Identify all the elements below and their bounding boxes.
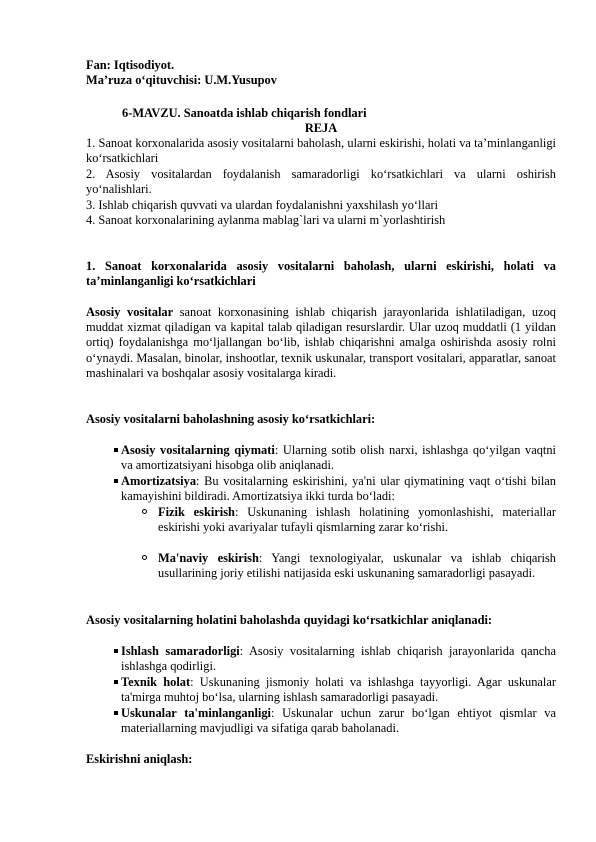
- list-item-text: [121, 675, 556, 705]
- list-item-desc: : Uskunaning jismoniy holati va ishlashga tayyorligi. Agar uskunalar ta'mirga muhtoj bo‘lsa, ularning ishlash samaradorligi pasayadi.: [121, 675, 556, 705]
- list-item-text: [121, 443, 556, 473]
- wear-heading: Eskirishni aniqlash:: [86, 752, 193, 766]
- bullet-icon: [114, 711, 118, 715]
- list-item-desc: : Uskunalar uchun zarur bo‘lgan ehtiyot qismlar va materiallarning mavjudligi va sifatiga qarab baholanadi.: [121, 706, 557, 736]
- intro-paragraph: [86, 305, 556, 381]
- bullet-icon: [114, 649, 118, 653]
- plan-item-3: 3. Ishlab chiqarish quvvati va ulardan foydalanishni yaxshilash yo‘llari: [86, 198, 439, 212]
- circle-bullet-icon: [142, 509, 147, 514]
- intro-text: sanoat korxonasining ishlab chiqarish jarayonlarida ishlatiladigan, uzoq muddat xizmat qiladigan va kapital talab qiladigan resurslardir. Ular uzoq muddatli (1 yildan ortiq) foydalanishga mo‘ljallangan bo‘lib, ishlab chiqarishni amalga oshirishda asosiy rolni o‘ynaydi. Masalan, binolar, inshootlar, texnik uskunalar, transport vositalari, apparatlar, sanoat mashinalari va boshqalar asosiy vositalarga kiradi.: [86, 305, 556, 380]
- circle-bullet-icon: [142, 555, 147, 560]
- plan-item-1: 1. Sanoat korxonalarida asosiy vositalarni baholash, ularni eskirishi, holati va ta’minlanganligi ko‘rsatkichlari: [86, 136, 556, 166]
- list-item-text: [121, 644, 556, 674]
- plan-heading: REJA: [304, 121, 338, 135]
- list-item-term: Texnik holat: [121, 675, 191, 689]
- bullet-icon: [114, 479, 118, 483]
- lecturer-line: Ma’ruza o‘qituvchisi: U.M.Yusupov: [86, 73, 277, 87]
- condition-heading: Asosiy vositalarning holatini baholashda quyidagi ko‘rsatkichlar aniqlanadi:: [86, 613, 493, 627]
- sub-list-item-text: [158, 551, 556, 581]
- list-item-desc: : Asosiy vositalarning ishlab chiqarish jarayonlarida qancha ishlashga qodirligi.: [121, 644, 556, 674]
- plan-item-4: 4. Sanoat korxonalarining aylanma mablag`lari va ularni m`yorlashtirish: [86, 213, 446, 227]
- list-item-text: [121, 474, 556, 504]
- bullet-icon: [114, 448, 118, 452]
- list-item-term: Uskunalar ta'minlanganligi: [121, 706, 271, 720]
- sub-list-item-text: [158, 505, 556, 535]
- intro-term: Asosiy vositalar: [86, 305, 174, 319]
- list-item-term: Amortizatsiya: [121, 474, 197, 488]
- plan-item-2: 2. Asosiy vositalardan foydalanish samaradorligi ko‘rsatkichlari va ularni oshirish yo‘nalishlari.: [86, 167, 556, 197]
- sub-list-item-desc: : Yangi texnologiyalar, uskunalar va ishlab chiqarish usullarining joriy etilishi natijasida eski uskunaning samaradorligi pasayadi.: [158, 551, 556, 581]
- sub-list-item-term: Ma'naviy eskirish: [158, 551, 259, 565]
- sub-list-item-term: Fizik eskirish: [158, 505, 235, 519]
- list-item-desc: : Ularning sotib olish narxi, ishlashga qo‘yilgan vaqtni va amortizatsiyani hisobga olib aniqlanadi.: [121, 443, 556, 473]
- topic-title: 6-MAVZU. Sanoatda ishlab chiqarish fondlari: [122, 106, 367, 120]
- list-item-text: [121, 706, 556, 736]
- indicators-heading: Asosiy vositalarni baholashning asosiy ko‘rsatkichlari:: [86, 412, 376, 426]
- bullet-icon: [114, 680, 118, 684]
- list-item-term: Asosiy vositalarning qiymati: [121, 443, 275, 457]
- sub-list-item-desc: : Uskunaning ishlash holatining yomonlashishi, materiallar eskirishi yoki avariyalar tufayli qismlarning zarar ko‘rishi.: [158, 505, 556, 535]
- subject-line: Fan: Iqtisodiyot.: [86, 58, 175, 72]
- list-item-desc: : Bu vositalarning eskirishini, ya'ni ular qiymatining vaqt o‘tishi bilan kamayishini bildiradi. Amortizatsiya ikki turda bo‘ladi:: [121, 474, 556, 504]
- list-item-term: Ishlash samaradorligi: [121, 644, 240, 658]
- section1-heading: 1. Sanoat korxonalarida asosiy vositalarni baholash, ularni eskirishi, holati va ta’minlanganligi ko‘rsatkichlari: [86, 259, 556, 289]
